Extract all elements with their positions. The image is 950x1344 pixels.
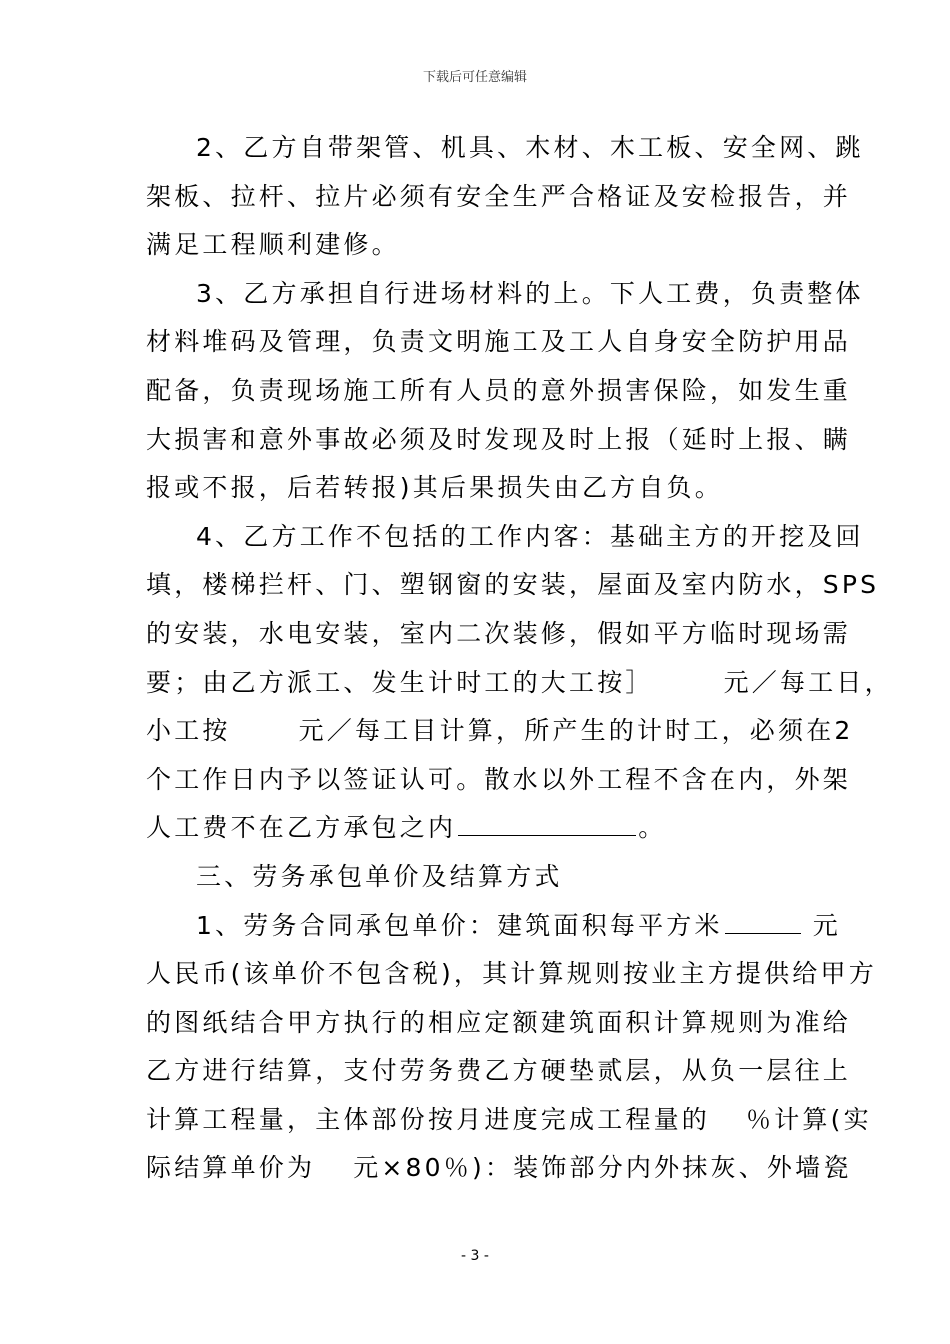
text-line: 3、乙方承担自行进场材料的上。下人工费，负责整体 (196, 278, 864, 308)
text-segment: 要；由乙方派工、发生计时工的大工按］ (146, 667, 654, 697)
text-line: 人民币(该单价不包含税)，其计算规则按业主方提供给甲方 (146, 959, 877, 989)
text-line: 架板、拉杆、拉片必须有安全生严合格证及安检报告，并 (146, 181, 852, 211)
text-line: 报或不报，后若转报)其后果损失由乙方自负。 (146, 473, 723, 503)
text-segment: 元 (812, 910, 841, 940)
text-line (146, 902, 841, 951)
text-segment: 1、劳务合同承包单价：建筑面积每平方米 (196, 910, 723, 940)
section-heading: 三、劳务承包单价及结算方式 (196, 861, 563, 891)
text-line: 填，楼梯拦杆、门、塑钢窗的安装，屋面及室内防水，SPS (146, 570, 880, 600)
text-line (146, 1144, 852, 1193)
text-segment: 元／每工日， (723, 667, 893, 697)
text-segment: 计算工程量，主体部份按月进度完成工程量的 (146, 1104, 711, 1134)
text-segment: 人工费不在乙方承包之内 (146, 813, 457, 843)
text-line: 大损害和意外事故必须及时发现及时上报（延时上报、瞒 (146, 424, 852, 454)
text-line: 材料堆码及管理，负责文明施工及工人自身安全防护用品 (146, 327, 852, 357)
text-line: 个工作日内予以签证认可。散水以外工程不含在内，外架 (146, 764, 852, 794)
text-segment: 元／每工目计算，所产生的计时工，必须在2 (298, 716, 854, 746)
text-line: 满足工程顺利建修。 (146, 230, 400, 260)
text-line: 的安装，水电安装，室内二次装修，假如平方临时现场需 (146, 618, 852, 648)
text-line (146, 804, 818, 853)
fill-in-blank (725, 903, 801, 934)
document-body (146, 124, 893, 1193)
text-line: 乙方进行结算，支付劳务费乙方硬垫贰层，从负一层往上 (146, 1056, 852, 1086)
page-header: 下载后可任意编辑 (422, 70, 527, 85)
page-number: - 3 - (461, 1248, 489, 1264)
text-segment: 际结算单价为 (146, 1153, 316, 1183)
text-segment: ％计算(实 (746, 1104, 872, 1134)
text-line: 4、乙方工作不包括的工作内客：基础主方的开挖及回 (196, 521, 864, 551)
text-line (146, 1096, 872, 1145)
fill-in-blank (458, 805, 636, 836)
text-line (146, 659, 893, 708)
text-line: 2、乙方自带架管、机具、木材、木工板、安全网、跳 (196, 133, 864, 162)
text-line: 的图纸结合甲方执行的相应定额建筑面积计算规则为准给 (146, 1007, 852, 1037)
text-segment: 。 (638, 813, 667, 843)
text-segment: 小工按 (146, 716, 231, 746)
text-segment: 元×80％)：装饰部分内外抹灰、外墙瓷 (353, 1153, 852, 1183)
text-line: 配备，负责现场施工所有人员的意外损害保险，如发生重 (146, 375, 852, 405)
text-line (146, 707, 854, 756)
